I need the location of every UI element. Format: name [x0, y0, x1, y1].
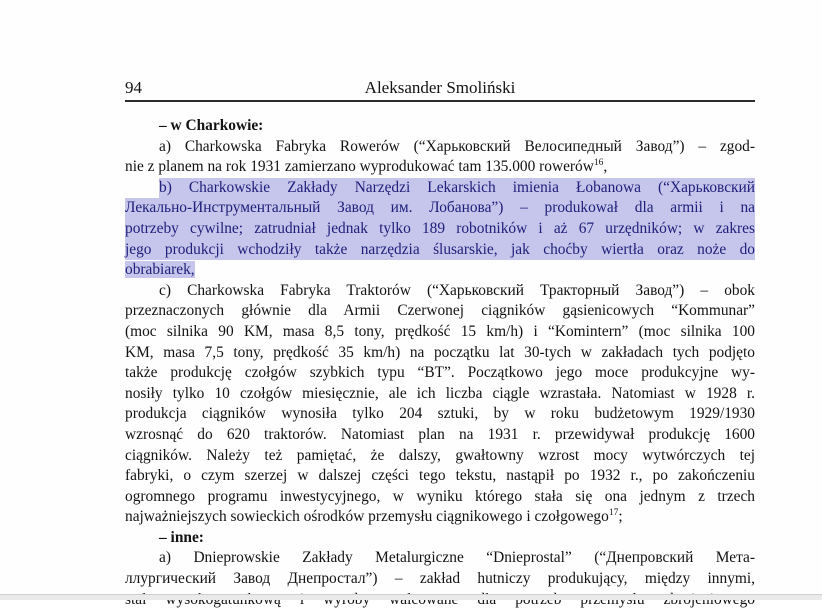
bottom-edge-bar	[0, 594, 822, 600]
text-line: wzrosnąć do 620 traktorów. Natomiast plan na 1931 r. przewidywał produkcję 1600	[125, 425, 755, 443]
highlighted-line[interactable]: obrabiarek,	[125, 261, 195, 279]
text-line: ogromnego programu inwestycyjnego, w wyniku którego stała się ona jednym z trzech	[125, 487, 755, 505]
text-line: a) Dnieprowskie Zakłady Metalurgiczne “Dnieprostal” (“Днепровский Мета-	[159, 549, 755, 567]
text-line: c) Charkowska Fabryka Traktorów (“Харьковский Тракторный Завод”) – obok	[159, 281, 755, 299]
text-line: ciągników. Należy też pamiętać, że dalszy, gwałtowny wzrost mocy wytwórczych tej	[125, 446, 755, 464]
text-line: przeznaczonych głównie dla Armii Czerwonej ciągników gąsienicowych “Kommunar”	[125, 302, 755, 320]
running-title: Aleksander Smoliński	[364, 78, 516, 97]
footnote-ref-16[interactable]: 16	[593, 158, 604, 169]
text-line: fabryki, o czym szerzej w dalszej części tego tekstu, nastąpił po 1932 r., po zakończeniu	[125, 467, 755, 485]
section-heading-charkow: – w Charkowie:	[159, 117, 264, 134]
text-block	[125, 116, 755, 595]
footnote-ref-17[interactable]: 17	[608, 508, 619, 519]
line-tail: ,	[603, 158, 608, 176]
text-line	[125, 507, 755, 528]
text-line: także produkcję czołgów szybkich typu “BT”. Początkowo jego moce produkcyjne wy-	[125, 364, 755, 382]
page-header	[125, 76, 755, 102]
line-tail: ;	[618, 508, 623, 526]
line-text: nie z planem na rok 1931 zamierzano wyprodukować tam 135.000 rowerów	[125, 158, 594, 176]
highlighted-line[interactable]: Лекально-Инструментальный Завод им. Лобанова”) – produkował dla armii i na	[125, 198, 755, 219]
text-line	[125, 157, 755, 178]
line-text: najważniejszych sowieckich ośrodków przemysłu ciągnikowego i czołgowego	[125, 508, 609, 526]
text-line: ллургический Завод Днепростал”) – zakład hutniczy produkujący, między innymi,	[125, 570, 755, 588]
highlighted-line[interactable]: potrzeby cywilne; zatrudniał jednak tylko 189 robotników i aż 67 urzędników; w zakres	[125, 219, 755, 240]
section-heading-inne: – inne:	[159, 528, 204, 546]
text-line: nosiły tylko 10 czołgów miesięcznie, ale ich liczba ciągle wzrastała. Natomiast w 1928 r.	[125, 384, 755, 402]
page-number: 94	[125, 78, 142, 97]
text-line: (moc silnika 90 KM, masa 8,5 tony, prędkość 15 km/h) i “Komintern” (moc silnika 100	[125, 322, 755, 340]
text-line: produkcja ciągników wynosiła tylko 204 sztuki, by w roku budżetowym 1929/1930	[125, 405, 755, 423]
highlighted-line[interactable]: jego produkcji wchodziły także narzędzia ślusarskie, jak choćby wiertła oraz noże do	[125, 240, 755, 261]
highlighted-line[interactable]: b) Charkowskie Zakłady Narzędzi Lekarskich imienia Łobanowa (“Харьковский	[125, 178, 755, 199]
text-line: a) Charkowska Fabryka Rowerów (“Харьковский Велосипедный Завод”) – zgod-	[159, 137, 755, 155]
text-line: KM, masa 7,5 tony, prędkość 35 km/h) na początku lat 30-tych w zakładach tych podjęto	[125, 343, 755, 361]
